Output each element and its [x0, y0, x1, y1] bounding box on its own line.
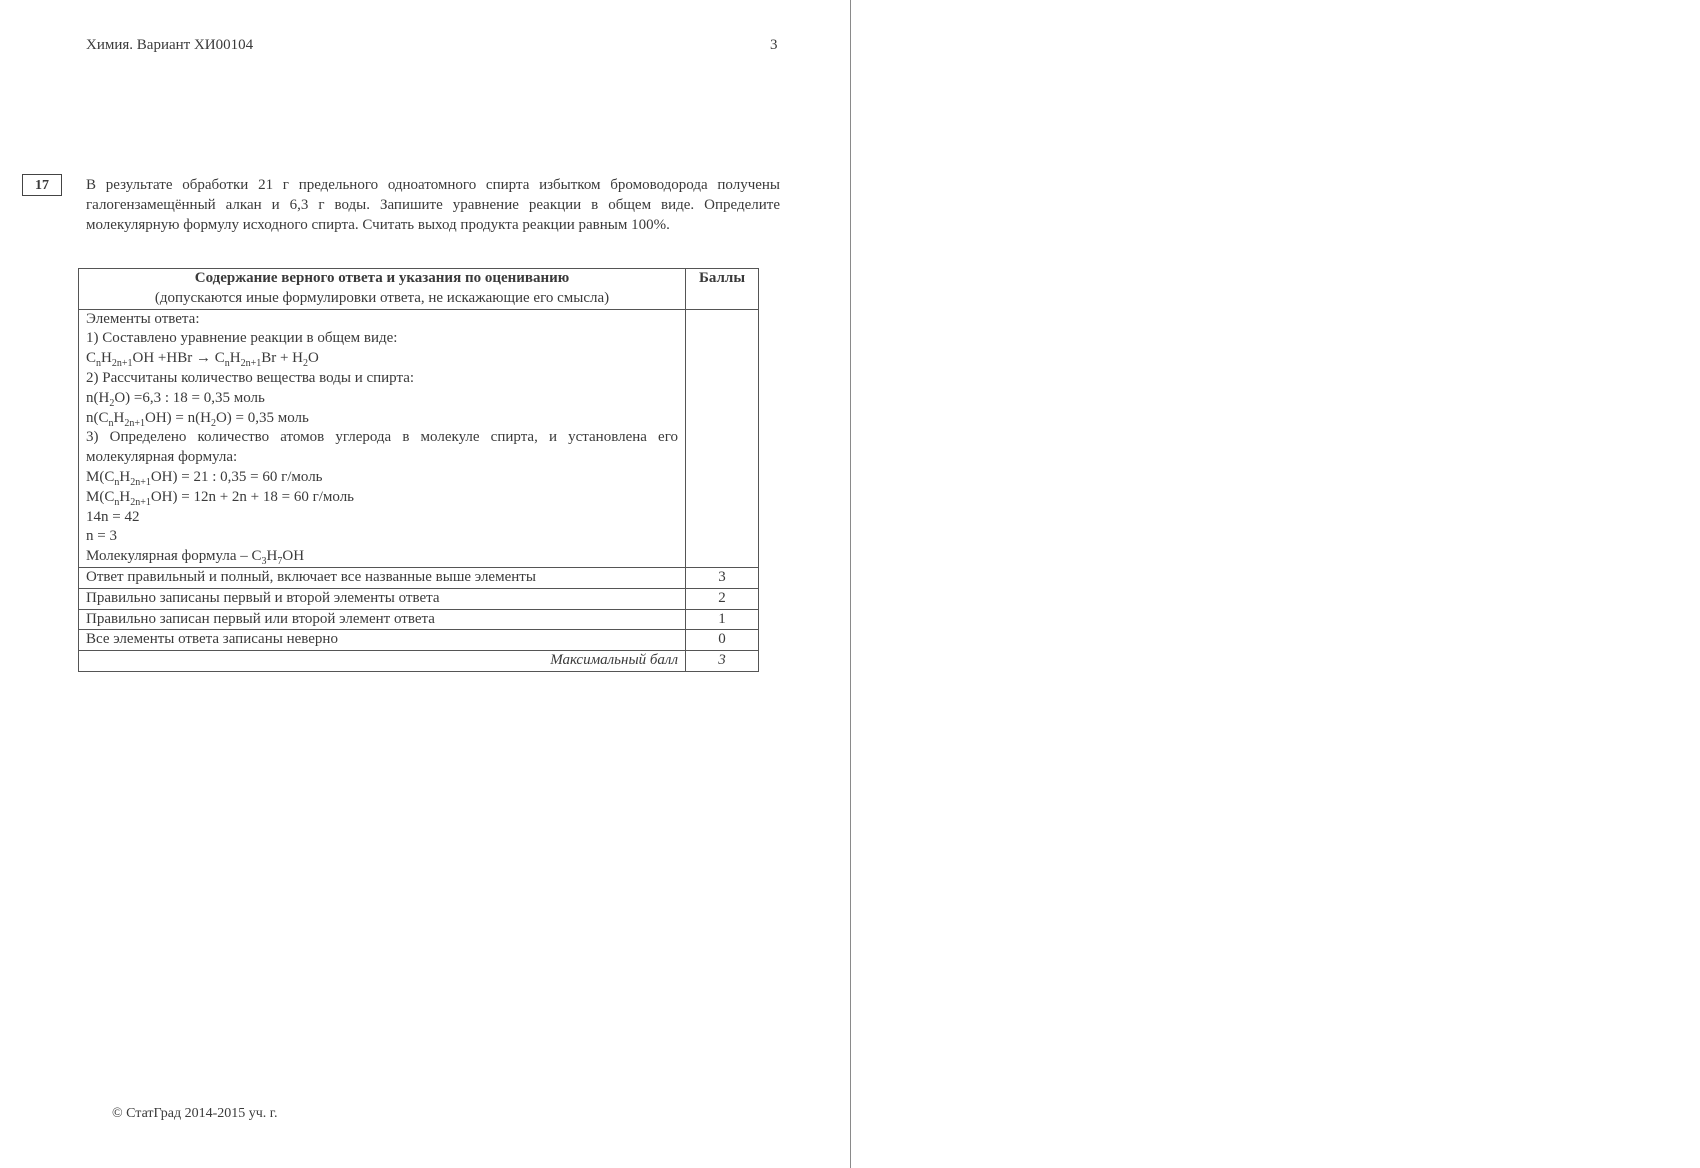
- page-divider: [850, 0, 851, 1168]
- task-number-box: 17: [22, 174, 62, 196]
- header-score: Баллы: [698, 270, 746, 286]
- criterion-score: 2: [686, 588, 759, 609]
- max-score-value: 3: [686, 651, 759, 672]
- task-text: В результате обработки 21 г предельного одноатомного спирта избытком бромоводорода получены галогензамещённый алкан и 6,3 г воды. Запишите уравнение реакции в общем виде. Определите молекулярную формулу исходного спирта. Считать выход продукта реакции равным 100%.: [86, 177, 780, 233]
- step-3: 3) Определено количество атомов углерода в молекуле спирта, и установлена его молекулярная формула:: [86, 429, 678, 466]
- elements-intro: Элементы ответа:: [86, 310, 200, 327]
- criterion-score: 0: [686, 630, 759, 651]
- table-row: [79, 588, 759, 609]
- header-title: Химия. Вариант ХИ00104: [86, 37, 254, 53]
- equation-5: $M(C_nH_{2n+1}OH) = 12n + 2n + 18 = 60$ г/моль: [86, 488, 355, 508]
- table-row: [79, 630, 759, 651]
- answer-elements-score-cell: [686, 309, 759, 567]
- header-score-cell: [686, 269, 759, 310]
- criterion-score: 1: [686, 609, 759, 630]
- max-score-label: Максимальный балл: [79, 651, 686, 672]
- equation-7: n = 3: [86, 528, 117, 545]
- table-header-row: [79, 269, 759, 310]
- table-row: [79, 609, 759, 630]
- criterion-text: Правильно записан первый или второй элемент ответа: [79, 609, 686, 630]
- header-main: Содержание верного ответа и указания по оцениванию: [194, 270, 570, 286]
- equation-3: $n(C_nH_{2n+1}OH) = n(H_2O) = 0,35$ моль: [86, 409, 309, 429]
- molecular-formula: Молекулярная формула – $C_3H_7OH$: [86, 548, 305, 568]
- criterion-text: Ответ правильный и полный, включает все названные выше элементы: [79, 567, 686, 588]
- criterion-text: Все элементы ответа записаны неверно: [79, 630, 686, 651]
- equation-4: $M(C_nH_{2n+1}OH) = 21$ : 0,35 = 60 г/моль: [86, 468, 323, 488]
- criterion-score: 3: [686, 567, 759, 588]
- max-score-row: [79, 651, 759, 672]
- equation-6: 14n = 42: [86, 508, 140, 525]
- scoring-table: [78, 268, 759, 672]
- equation-1: $C_nH_{2n+1}OH +HBr \to C_nH_{2n+1}Br + H_2O$: [86, 350, 319, 370]
- answer-elements-row: [79, 309, 759, 567]
- step-1: 1) Составлено уравнение реакции в общем виде:: [86, 330, 398, 347]
- footer-copyright: © СтатГрад 2014-2015 уч. г.: [112, 1106, 278, 1121]
- equation-2: $n(H_2O) =6,3$ : 18 = 0,35 моль: [86, 389, 265, 409]
- header-sub: (допускаются иные формулировки ответа, не искажающие его смысла): [154, 289, 610, 306]
- table-row: [79, 567, 759, 588]
- step-2: 2) Рассчитаны количество вещества воды и спирта:: [86, 369, 415, 386]
- answer-elements-cell: [79, 309, 686, 567]
- criterion-text: Правильно записаны первый и второй элементы ответа: [79, 588, 686, 609]
- header-content-cell: [79, 269, 686, 310]
- page-number: 3: [770, 37, 778, 53]
